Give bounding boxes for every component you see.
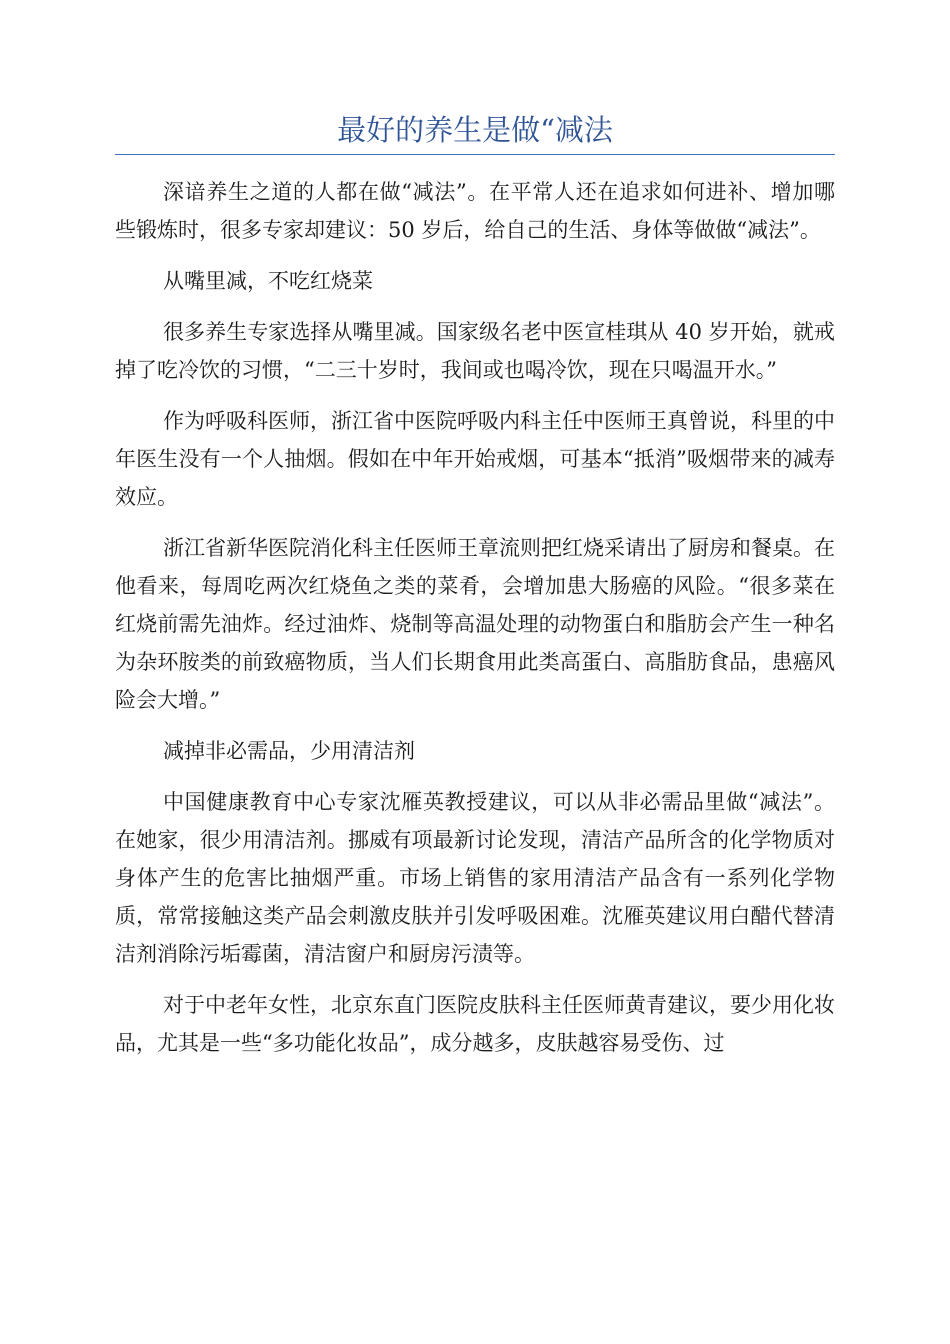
paragraph-cleaning-products: 中国健康教育中心专家沈雁英教授建议，可以从非必需品里做“减法”。在她家，很少用清洁剂。挪威有项最新讨论发现，清洁产品所含的化学物质对身体产生的危害比抽烟严重。市场上销售的家用清洁产品含有一系列化学物质，常常接触这类产品会刺激皮肤并引发呼吸困难。沈雁英建议用白醋代替清洁剂消除污垢霉菌，清洁窗户和厨房污渍等。 (115, 790, 835, 966)
document-page (115, 108, 835, 1075)
document-body (115, 173, 835, 1062)
document-title: 最好的养生是做“减法 (115, 108, 835, 155)
paragraph-cold-drinks: 很多养生专家选择从嘴里减。国家级名老中医宣桂琪从 40 岁开始，就戒掉了吃冷饮的习惯，“二三十岁时，我间或也喝冷饮，现在只喝温开水。” (115, 320, 835, 382)
paragraph-intro: 深谙养生之道的人都在做“减法”。在平常人还在追求如何进补、增加哪些锻炼时，很多专家却建议：50 岁后，给自己的生活、身体等做做“减法”。 (115, 180, 835, 242)
paragraph-smoking: 作为呼吸科医师，浙江省中医院呼吸内科主任中医师王真曾说，科里的中年医生没有一个人抽烟。假如在中年开始戒烟，可基本“抵消”吸烟带来的减寿效应。 (115, 409, 835, 509)
section-heading-mouth: 从嘴里减，不吃红烧菜 (163, 269, 373, 293)
paragraph-cosmetics: 对于中老年女性，北京东直门医院皮肤科主任医师黄青建议，要少用化妆品，尤其是一些“多功能化妆品”，成分越多，皮肤越容易受伤、过 (115, 993, 835, 1055)
section-heading-cleaners: 减掉非必需品，少用清洁剂 (163, 739, 415, 763)
paragraph-braised-food: 浙江省新华医院消化科主任医师王章流则把红烧采请出了厨房和餐桌。在他看来，每周吃两次红烧鱼之类的菜肴，会增加患大肠癌的风险。“很多菜在红烧前需先油炸。经过油炸、烧制等高温处理的动物蛋白和脂肪会产生一种名为杂环胺类的前致癌物质，当人们长期食用此类高蛋白、高脂肪食品，患癌风险会大增。” (115, 536, 835, 712)
